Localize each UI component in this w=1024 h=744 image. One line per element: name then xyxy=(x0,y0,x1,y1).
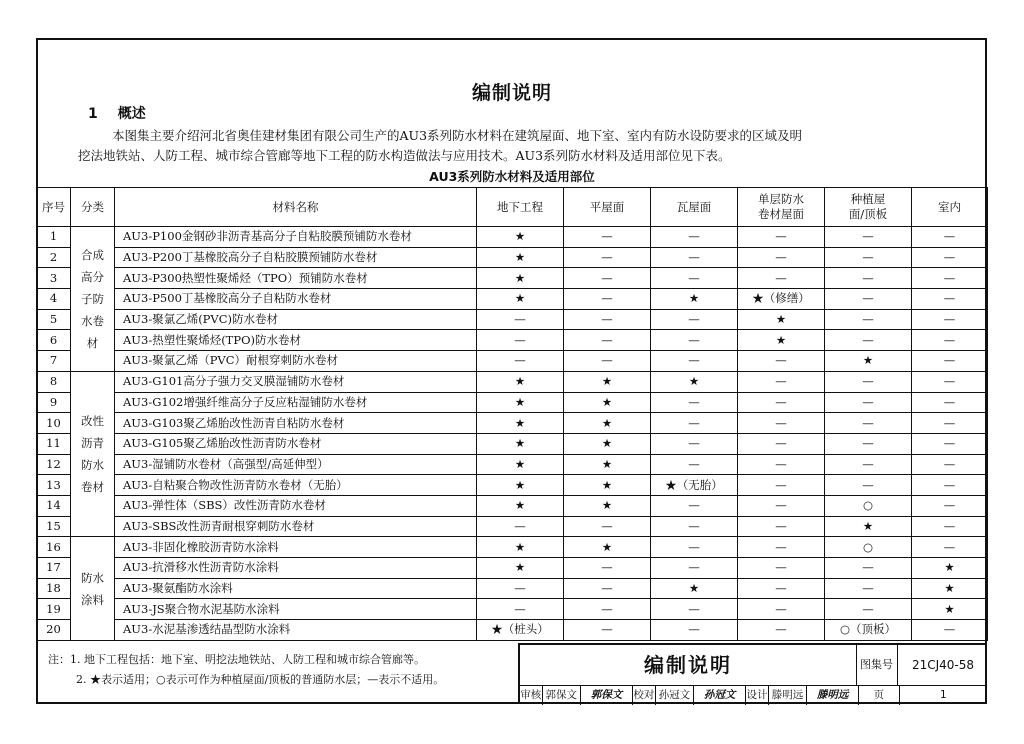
applicability-cell: — xyxy=(477,351,564,372)
applicability-cell: ★ xyxy=(477,495,564,516)
category-label: 防水 xyxy=(81,458,104,473)
intro-line: 挖法地铁站、人防工程、城市综合管廊等地下工程的防水构造做法与应用技术。AU3系列防水材料及适用部位见下表。 xyxy=(78,148,731,163)
applicability-cell: ★ xyxy=(738,330,825,351)
applicability-cell: ★ xyxy=(564,537,651,558)
notes xyxy=(48,650,444,690)
applicability-cell: ★ xyxy=(477,392,564,413)
row-number: 15 xyxy=(37,516,71,537)
applicability-cell: — xyxy=(825,392,912,413)
applicability-cell: ★ xyxy=(564,475,651,496)
header-category: 分类 xyxy=(71,188,115,227)
category-label: 防水 xyxy=(81,570,104,585)
applicability-cell: ★ xyxy=(825,351,912,372)
applicability-cell: ★ xyxy=(477,413,564,434)
material-name: AU3-P500丁基橡胶高分子自粘防水卷材 xyxy=(115,289,477,310)
applicability-cell: — xyxy=(912,309,988,330)
category-label: 合成 xyxy=(81,247,104,262)
table-header-row xyxy=(37,188,988,227)
applicability-cell: — xyxy=(564,558,651,579)
applicability-cell: ★ xyxy=(477,371,564,392)
applicability-cell: — xyxy=(477,599,564,620)
category-label: 卷材 xyxy=(81,480,104,495)
applicability-cell: ○（顶板） xyxy=(825,620,912,641)
applicability-cell: — xyxy=(651,620,738,641)
applicability-cell: — xyxy=(825,599,912,620)
applicability-cell: — xyxy=(564,330,651,351)
material-name: AU3-G105聚乙烯胎改性沥青防水卷材 xyxy=(115,433,477,454)
applicability-cell: — xyxy=(738,351,825,372)
table-row xyxy=(37,516,988,537)
applicability-cell: — xyxy=(564,599,651,620)
check-name: 孙冠文 xyxy=(656,686,694,705)
applicability-cell: — xyxy=(912,268,988,289)
applicability-cell: — xyxy=(825,330,912,351)
material-name: AU3-自粘聚合物改性沥青防水卷材（无胎） xyxy=(115,475,477,496)
applicability-cell: — xyxy=(825,289,912,310)
material-name: AU3-湿铺防水卷材（高强型/高延伸型） xyxy=(115,454,477,475)
applicability-cell: ★ xyxy=(564,392,651,413)
header-underground: 地下工程 xyxy=(477,188,564,227)
applicability-cell: — xyxy=(738,371,825,392)
row-number: 6 xyxy=(37,330,71,351)
table-caption: AU3系列防水材料及适用部位 xyxy=(429,169,595,184)
applicability-cell: ○ xyxy=(825,537,912,558)
applicability-cell: — xyxy=(564,351,651,372)
applicability-cell: — xyxy=(651,433,738,454)
applicability-cell: — xyxy=(738,247,825,268)
table-row xyxy=(37,537,988,558)
applicability-cell: — xyxy=(564,247,651,268)
table-row xyxy=(37,413,988,434)
applicability-cell: ★ xyxy=(651,289,738,310)
applicability-cell: — xyxy=(651,227,738,248)
page-title: 编制说明 xyxy=(471,82,552,104)
applicability-cell: ★ xyxy=(477,227,564,248)
applicability-cell: — xyxy=(825,454,912,475)
intro-line: 本图集主要介绍河北省奥佳建材集团有限公司生产的AU3系列防水材料在建筑屋面、地下室、室内有防水设防要求的区域及明 xyxy=(112,128,803,143)
applicability-cell: — xyxy=(912,392,988,413)
applicability-cell: — xyxy=(651,413,738,434)
applicability-cell: ★ xyxy=(477,558,564,579)
check-signature: 孙冠文 xyxy=(694,686,746,705)
applicability-cell: — xyxy=(912,330,988,351)
material-name: AU3-G103聚乙烯胎改性沥青自粘防水卷材 xyxy=(115,413,477,434)
applicability-cell: ★ xyxy=(912,599,988,620)
check-label: 校对 xyxy=(633,686,656,705)
applicability-cell: — xyxy=(651,268,738,289)
category-label: 涂料 xyxy=(81,592,104,607)
category-cell xyxy=(71,371,115,537)
applicability-cell: — xyxy=(477,516,564,537)
row-number: 1 xyxy=(37,227,71,248)
applicability-cell: ★ xyxy=(477,475,564,496)
table-row xyxy=(37,289,988,310)
review-label: 审核 xyxy=(520,686,543,705)
category-label: 材 xyxy=(86,335,99,350)
row-number: 9 xyxy=(37,392,71,413)
material-name: AU3-JS聚合物水泥基防水涂料 xyxy=(115,599,477,620)
section-number: 1 xyxy=(88,106,98,122)
header-planted-roof: 种植屋 面/顶板 xyxy=(825,188,912,227)
material-name: AU3-非固化橡胶沥青防水涂料 xyxy=(115,537,477,558)
material-name: AU3-G102增强纤维高分子反应粘湿铺防水卷材 xyxy=(115,392,477,413)
applicability-cell: — xyxy=(651,392,738,413)
applicability-cell: — xyxy=(738,392,825,413)
applicability-cell: ★ xyxy=(564,371,651,392)
applicability-cell: — xyxy=(825,475,912,496)
table-row xyxy=(37,495,988,516)
note-2: 2. ★表示适用；○表示可作为种植屋面/顶板的普通防水层；—表示不适用。 xyxy=(76,673,445,686)
title-block xyxy=(518,643,987,704)
table-row xyxy=(37,371,988,392)
applicability-cell: ★（无胎） xyxy=(651,475,738,496)
applicability-cell: — xyxy=(651,454,738,475)
applicability-cell: ★ xyxy=(477,289,564,310)
material-name: AU3-G101高分子强力交叉膜湿铺防水卷材 xyxy=(115,371,477,392)
atlas-number-label: 图集号 xyxy=(856,645,898,685)
materials-table xyxy=(36,187,988,641)
page-number: 1 xyxy=(939,689,947,701)
applicability-cell: ★ xyxy=(651,578,738,599)
row-number: 14 xyxy=(37,495,71,516)
atlas-number: 21CJ40-58 xyxy=(911,658,975,672)
applicability-cell: ★ xyxy=(912,558,988,579)
row-number: 17 xyxy=(37,558,71,579)
applicability-cell: — xyxy=(912,227,988,248)
applicability-cell: ○ xyxy=(825,495,912,516)
table-row xyxy=(37,392,988,413)
table-row xyxy=(37,309,988,330)
applicability-cell: — xyxy=(564,227,651,248)
row-number: 2 xyxy=(37,247,71,268)
design-signature: 滕明远 xyxy=(807,686,859,705)
table-row xyxy=(37,475,988,496)
table-row xyxy=(37,247,988,268)
review-name: 郭保文 xyxy=(543,686,581,705)
row-number: 13 xyxy=(37,475,71,496)
applicability-cell: — xyxy=(825,413,912,434)
row-number: 16 xyxy=(37,537,71,558)
applicability-cell: — xyxy=(738,268,825,289)
applicability-cell: ★ xyxy=(738,309,825,330)
applicability-cell: — xyxy=(564,620,651,641)
applicability-cell: — xyxy=(825,268,912,289)
applicability-cell: — xyxy=(651,537,738,558)
row-number: 11 xyxy=(37,433,71,454)
applicability-cell: ★ xyxy=(651,371,738,392)
row-number: 3 xyxy=(37,268,71,289)
applicability-cell: — xyxy=(477,578,564,599)
table-row xyxy=(37,620,988,641)
applicability-cell: — xyxy=(738,495,825,516)
review-signature: 郭保文 xyxy=(581,686,633,705)
table-row xyxy=(37,578,988,599)
category-cell xyxy=(71,227,115,372)
table-row xyxy=(37,599,988,620)
applicability-cell: — xyxy=(825,433,912,454)
applicability-cell: — xyxy=(738,578,825,599)
material-name: AU3-聚氯乙烯(PVC)防水卷材 xyxy=(115,309,477,330)
category-label: 水卷 xyxy=(81,313,104,328)
applicability-cell: — xyxy=(738,558,825,579)
material-name: AU3-热塑性聚烯烃(TPO)防水卷材 xyxy=(115,330,477,351)
applicability-cell: — xyxy=(564,309,651,330)
table-row xyxy=(37,330,988,351)
applicability-cell: ★ xyxy=(477,247,564,268)
applicability-cell: — xyxy=(564,268,651,289)
applicability-cell: — xyxy=(825,558,912,579)
material-name: AU3-SBS改性沥青耐根穿刺防水卷材 xyxy=(115,516,477,537)
applicability-cell: ★ xyxy=(564,495,651,516)
applicability-cell: ★（桩头） xyxy=(477,620,564,641)
material-name: AU3-聚氨酯防水涂料 xyxy=(115,578,477,599)
table-row xyxy=(37,268,988,289)
material-name: AU3-水泥基渗透结晶型防水涂料 xyxy=(115,620,477,641)
table-row xyxy=(37,558,988,579)
applicability-cell: — xyxy=(651,351,738,372)
design-name: 滕明远 xyxy=(769,686,807,705)
material-name: AU3-抗滑移水性沥青防水涂料 xyxy=(115,558,477,579)
row-number: 10 xyxy=(37,413,71,434)
row-number: 7 xyxy=(37,351,71,372)
applicability-cell: — xyxy=(738,413,825,434)
row-number: 19 xyxy=(37,599,71,620)
title-block-name: 编制说明 xyxy=(520,645,857,685)
applicability-cell: — xyxy=(912,475,988,496)
applicability-cell: — xyxy=(564,578,651,599)
row-number: 20 xyxy=(37,620,71,641)
row-number: 12 xyxy=(37,454,71,475)
intro-paragraph xyxy=(78,126,958,166)
design-label: 设计 xyxy=(746,686,769,705)
applicability-cell: — xyxy=(564,289,651,310)
row-number: 4 xyxy=(37,289,71,310)
applicability-cell: — xyxy=(651,495,738,516)
applicability-cell: — xyxy=(912,454,988,475)
section-heading xyxy=(88,103,166,123)
header-single-ply-roof: 单层防水 卷材屋面 xyxy=(738,188,825,227)
category-label: 高分 xyxy=(81,269,104,284)
note-1: 注：1. 地下工程包括：地下室、明挖法地铁站、人防工程和城市综合管廊等。 xyxy=(48,653,425,666)
applicability-cell: — xyxy=(738,516,825,537)
applicability-cell: — xyxy=(825,227,912,248)
table-row xyxy=(37,227,988,248)
applicability-cell: — xyxy=(738,227,825,248)
applicability-cell: — xyxy=(651,558,738,579)
applicability-cell: — xyxy=(651,309,738,330)
header-flat-roof: 平屋面 xyxy=(564,188,651,227)
row-number: 18 xyxy=(37,578,71,599)
signature-row xyxy=(520,685,987,705)
applicability-cell: ★ xyxy=(564,433,651,454)
applicability-cell: ★ xyxy=(564,454,651,475)
applicability-cell: — xyxy=(825,309,912,330)
applicability-cell: — xyxy=(651,330,738,351)
table-row xyxy=(37,351,988,372)
material-name: AU3-弹性体（SBS）改性沥青防水卷材 xyxy=(115,495,477,516)
applicability-cell: — xyxy=(651,599,738,620)
applicability-cell: ★ xyxy=(564,413,651,434)
applicability-cell: — xyxy=(912,351,988,372)
material-name: AU3-P200丁基橡胶高分子自粘胶膜预铺防水卷材 xyxy=(115,247,477,268)
applicability-cell: — xyxy=(912,289,988,310)
category-label: 子防 xyxy=(81,291,104,306)
category-label: 沥青 xyxy=(81,436,104,451)
page-label: 页 xyxy=(859,686,899,705)
applicability-cell: — xyxy=(738,475,825,496)
header-seq: 序号 xyxy=(37,188,71,227)
header-tile-roof: 瓦屋面 xyxy=(651,188,738,227)
applicability-cell: ★ xyxy=(825,516,912,537)
material-name: AU3-P100金钢砂非沥青基高分子自粘胶膜预铺防水卷材 xyxy=(115,227,477,248)
applicability-cell: — xyxy=(912,516,988,537)
applicability-cell: — xyxy=(912,413,988,434)
applicability-cell: — xyxy=(738,433,825,454)
applicability-cell: — xyxy=(912,247,988,268)
header-indoor: 室内 xyxy=(912,188,988,227)
applicability-cell: ★（修缮） xyxy=(738,289,825,310)
applicability-cell: — xyxy=(825,247,912,268)
applicability-cell: — xyxy=(912,537,988,558)
applicability-cell: — xyxy=(912,371,988,392)
applicability-cell: — xyxy=(825,578,912,599)
applicability-cell: ★ xyxy=(477,268,564,289)
applicability-cell: — xyxy=(738,620,825,641)
applicability-cell: ★ xyxy=(912,578,988,599)
applicability-cell: — xyxy=(738,537,825,558)
applicability-cell: — xyxy=(912,433,988,454)
applicability-cell: — xyxy=(477,330,564,351)
category-cell xyxy=(71,537,115,640)
category-label: 改性 xyxy=(81,414,104,429)
header-material-name: 材料名称 xyxy=(115,188,477,227)
table-row xyxy=(37,454,988,475)
applicability-cell: — xyxy=(912,620,988,641)
applicability-cell: — xyxy=(651,247,738,268)
row-number: 8 xyxy=(37,371,71,392)
applicability-cell: — xyxy=(738,599,825,620)
applicability-cell: — xyxy=(738,454,825,475)
applicability-cell: — xyxy=(564,516,651,537)
material-name: AU3-P300热塑性聚烯烃（TPO）预铺防水卷材 xyxy=(115,268,477,289)
applicability-cell: ★ xyxy=(477,433,564,454)
material-name: AU3-聚氯乙烯（PVC）耐根穿刺防水卷材 xyxy=(115,351,477,372)
applicability-cell: — xyxy=(912,495,988,516)
table-row xyxy=(37,433,988,454)
applicability-cell: — xyxy=(825,371,912,392)
applicability-cell: ★ xyxy=(477,537,564,558)
applicability-cell: — xyxy=(651,516,738,537)
row-number: 5 xyxy=(37,309,71,330)
applicability-cell: — xyxy=(477,309,564,330)
section-title: 概述 xyxy=(117,106,146,122)
applicability-cell: ★ xyxy=(477,454,564,475)
